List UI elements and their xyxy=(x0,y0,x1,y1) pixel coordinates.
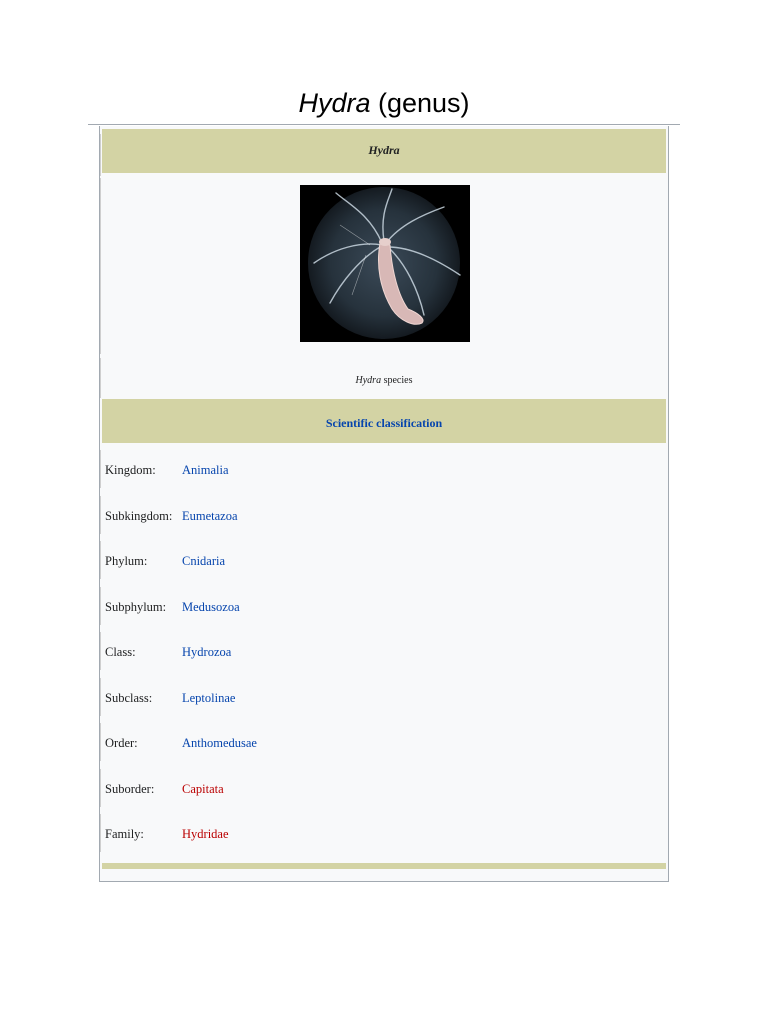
taxobox-footer-band xyxy=(102,863,666,869)
page-title-rest: (genus) xyxy=(370,88,470,118)
taxon-rank-label: Order: xyxy=(105,736,138,750)
page-title xyxy=(0,88,768,119)
taxon-name-link[interactable]: Cnidaria xyxy=(182,554,226,568)
taxon-rank-label: Class: xyxy=(105,645,136,659)
taxon-row xyxy=(100,736,664,756)
hydra-photo-graphic xyxy=(300,185,470,342)
taxon-name-link[interactable]: Hydridae xyxy=(182,827,229,841)
page-title-italic: Hydra xyxy=(298,88,371,118)
taxon-name-link[interactable]: Animalia xyxy=(182,463,229,477)
taxon-name-link[interactable]: Eumetazoa xyxy=(182,508,238,523)
taxon-rank-label: Family: xyxy=(105,827,144,841)
taxobox-header-title: Hydra xyxy=(368,143,400,157)
taxon-row xyxy=(100,509,664,529)
taxon-row xyxy=(100,645,664,665)
taxobox xyxy=(99,126,669,882)
cell-border xyxy=(100,134,101,176)
title-divider xyxy=(88,124,680,125)
caption-italic: Hydra xyxy=(355,375,382,386)
taxon-row xyxy=(100,554,664,574)
caption-rest: species xyxy=(381,375,413,386)
taxon-name-link[interactable]: Hydrozoa xyxy=(182,645,232,659)
cell-border xyxy=(100,178,101,354)
taxon-rank-label: Subclass: xyxy=(105,690,153,705)
image-caption xyxy=(100,375,668,386)
taxon-name-link[interactable]: Anthomedusae xyxy=(182,736,257,750)
taxon-row xyxy=(100,691,664,711)
taxon-rank-label: Subphylum: xyxy=(105,599,167,614)
taxon-name-link[interactable]: Capitata xyxy=(182,781,224,796)
taxon-row xyxy=(100,827,664,847)
taxon-row xyxy=(100,600,664,620)
taxon-row xyxy=(100,463,664,483)
taxon-name-link[interactable]: Medusozoa xyxy=(182,599,240,614)
taxon-rank-label: Phylum: xyxy=(105,554,148,568)
taxon-rank-label: Suborder: xyxy=(105,781,155,796)
classification-header-link[interactable]: Scientific classification xyxy=(325,416,443,430)
taxon-rank-label: Kingdom: xyxy=(105,463,156,477)
taxon-row xyxy=(100,782,664,802)
taxobox-header xyxy=(102,129,666,173)
taxon-rank-label: Subkingdom: xyxy=(105,508,173,523)
taxon-name-link[interactable]: Leptolinae xyxy=(182,690,236,705)
classification-header xyxy=(102,399,666,443)
hydra-image[interactable] xyxy=(300,185,470,342)
